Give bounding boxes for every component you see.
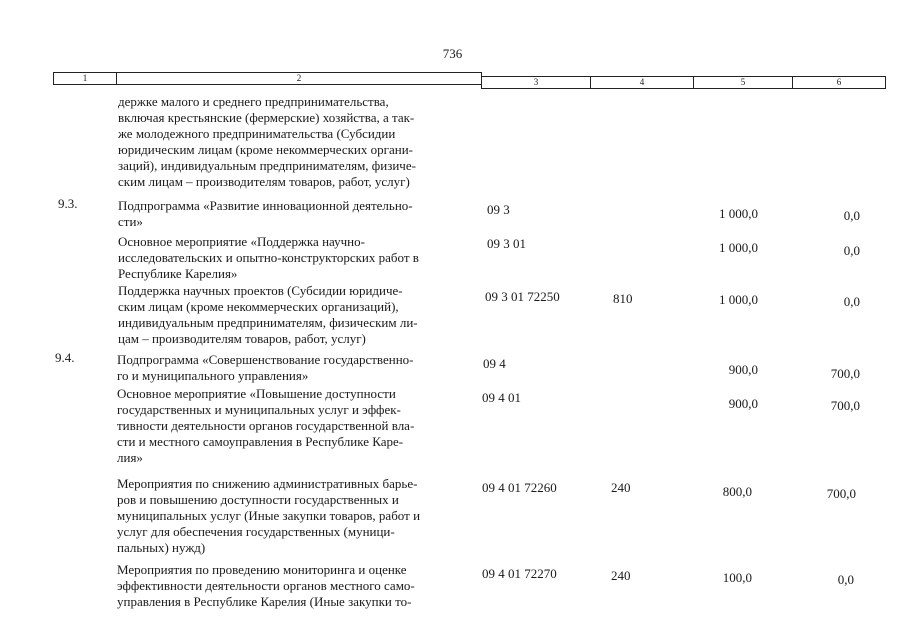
row-text-line: Мероприятия по проведению мониторинга и оценке [117,562,407,577]
row-code: 09 4 01 [482,390,521,405]
row-text-line: заций), индивидуальным предпринимателям, физиче- [118,158,416,173]
row-code: 09 4 [483,356,506,371]
row-text-line: государственных и муниципальных услуг и эффек- [117,402,401,417]
header-cell-5: 5 [693,76,793,89]
row-code: 09 3 01 72250 [485,289,560,304]
row-amount-col5: 100,0 [722,570,752,585]
row-text-line: лия» [117,450,143,465]
row-text-line: Республике Карелия» [118,266,238,281]
row-text-line: сти» [118,214,143,229]
row-text-line: управления в Республике Карелия (Иные закупки то- [117,594,412,609]
row-code: 09 3 01 [487,236,526,251]
row-text-line: муниципальных услуг (Иные закупки товаров, работ и [117,508,421,523]
row-text-line: индивидуальным предпринимателям, физическим ли- [118,315,418,330]
row-amount-col6: 700,0 [826,486,856,501]
row-text-line: исследовательских и опытно-конструкторских работ в [118,250,419,265]
row-text-line: Подпрограмма «Развитие инновационной деятельно- [118,198,413,213]
row-text-line: сти и местного самоуправления в Республике Каре- [117,434,404,449]
row-amount-col6: 0,0 [843,208,860,223]
header-cell-3: 3 [481,76,591,89]
row-text-line: ским лицам (кроме некоммерческих организаций), [118,299,399,314]
row-vr: 810 [613,291,633,306]
row-text-line: Поддержка научных проектов (Субсидии юридиче- [118,283,403,298]
row-code: 09 4 01 72270 [482,566,557,581]
row-amount-col6: 0,0 [843,294,860,309]
row-text-line: же молодежного предпринимательства (Субсидии [118,126,396,141]
row-text-line: Мероприятия по снижению административных барье- [117,476,418,491]
row-amount-col5: 900,0 [728,362,758,377]
row-text-line: эффективности деятельности органов местного само- [117,578,415,593]
row-number: 9.3. [58,196,78,211]
row-text-line: юридическим лицам (кроме некоммерческих органи- [118,142,413,157]
row-text-line: пальных) нужд) [117,540,206,555]
row-amount-col5: 900,0 [728,396,758,411]
page-number: 736 [442,46,463,61]
row-vr: 240 [611,568,631,583]
row-amount-col6: 700,0 [830,366,860,381]
row-text-line: цам – производителям товаров, работ, услуг) [118,331,366,346]
row-amount-col5: 800,0 [722,484,752,499]
header-cell-4: 4 [590,76,694,89]
row-amount-col6: 700,0 [830,398,860,413]
row-code: 09 4 01 72260 [482,480,557,495]
row-text-line: го и муниципального управления» [117,368,309,383]
row-text-line: тивности деятельности органов государственной вла- [117,418,415,433]
row-text-line: держке малого и среднего предпринимательства, [118,94,389,109]
header-cell-6: 6 [792,76,886,89]
row-text-line: услуг для обеспечения государственных (муници- [117,524,395,539]
header-cell-2: 2 [116,72,482,85]
row-text-line: Основное мероприятие «Повышение доступности [117,386,396,401]
row-amount-col5: 1 000,0 [719,292,758,307]
row-text-line: Основное мероприятие «Поддержка научно- [118,234,365,249]
row-amount-col5: 1 000,0 [719,240,758,255]
row-amount-col6: 0,0 [843,243,860,258]
row-amount-col5: 1 000,0 [719,206,758,221]
row-text-line: ским лицам – производителям товаров, работ, услуг) [118,174,410,189]
row-text-line: Подпрограмма «Совершенствование государственно- [117,352,414,367]
row-number: 9.4. [55,350,75,365]
row-text-line: включая крестьянские (фермерские) хозяйства, а так- [118,110,415,125]
row-text-line: ров и повышению доступности государственных и [117,492,399,507]
row-vr: 240 [611,480,631,495]
row-amount-col6: 0,0 [837,572,854,587]
header-cell-1: 1 [53,72,117,85]
row-code: 09 3 [487,202,510,217]
